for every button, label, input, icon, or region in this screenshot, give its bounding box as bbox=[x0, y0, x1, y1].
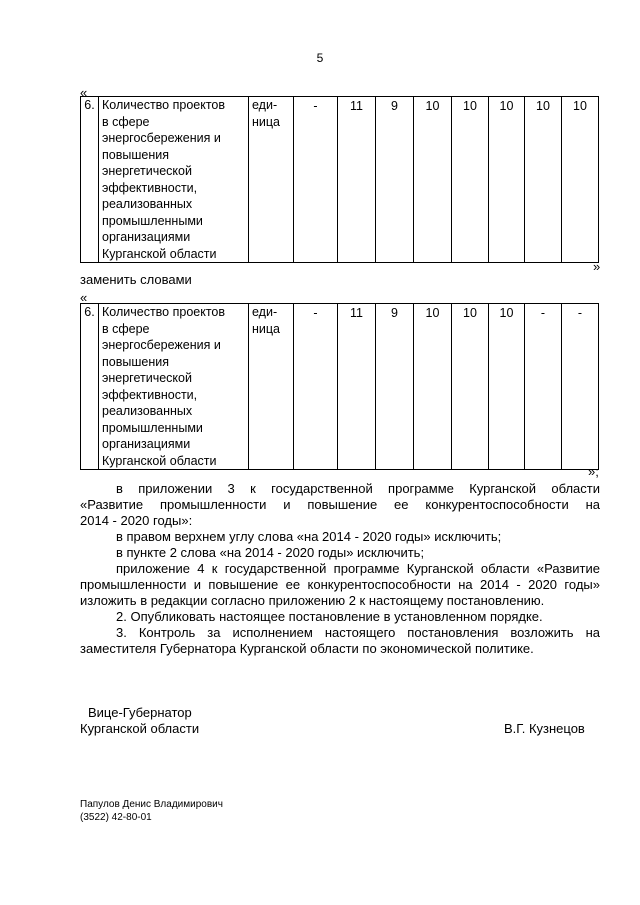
paragraph-appendix-4: приложение 4 к государственной программе Курганской области «Развитие промышленности и повышение ее конкурентоспособности на 2014 - 2020 годы» изложить в редакции согласно приложению 2 к настоящему постановлению. bbox=[80, 561, 600, 608]
table-replacement bbox=[80, 303, 599, 470]
value-cell: 11 bbox=[338, 97, 376, 263]
unit-cell: еди- ница bbox=[249, 304, 294, 470]
executor-name: Папулов Денис Владимирович bbox=[80, 799, 223, 810]
row-number: 6. bbox=[81, 304, 99, 470]
open-quote-1: « bbox=[80, 85, 88, 100]
close-quote-2: »; bbox=[588, 464, 599, 479]
indicator-name: Количество проектов в сфере энергосбережения и повышения энергетической эффективности, реализованных промышленными организациями Курганской области bbox=[99, 97, 249, 263]
paragraph-item-2: в пункте 2 слова «на 2014 - 2020 годы» исключить; bbox=[116, 545, 425, 560]
value-cell: 9 bbox=[376, 97, 414, 263]
paragraph-appendix-3: в приложении 3 к государственной программе Курганской области «Развитие промышленности и повышение ее конкурентоспособности на 2014 - 2020 годы»: bbox=[80, 481, 600, 528]
page-number: 5 bbox=[316, 51, 324, 65]
value-cell: - bbox=[525, 304, 562, 470]
signatory-name: В.Г. Кузнецов bbox=[504, 721, 585, 736]
value-cell: - bbox=[562, 304, 599, 470]
paragraph-top-corner: в правом верхнем углу слова «на 2014 - 2020 годы» исключить; bbox=[116, 529, 502, 544]
value-cell: 10 bbox=[489, 97, 525, 263]
value-cell: 11 bbox=[338, 304, 376, 470]
value-cell: 10 bbox=[414, 97, 452, 263]
replace-label: заменить словами bbox=[80, 272, 192, 287]
value-cell: 10 bbox=[489, 304, 525, 470]
value-cell: 10 bbox=[525, 97, 562, 263]
paragraph-control: 3. Контроль за исполнением настоящего постановления возложить на заместителя Губернатора Курганской области по экономической политике. bbox=[80, 625, 600, 656]
table-row bbox=[81, 304, 599, 470]
paragraph-publish: 2. Опубликовать настоящее постановление в установленном порядке. bbox=[116, 609, 543, 624]
indicator-name: Количество проектов в сфере энергосбережения и повышения энергетической эффективности, реализованных промышленными организациями Курганской области bbox=[99, 304, 249, 470]
open-quote-2: « bbox=[80, 290, 88, 305]
value-cell: - bbox=[294, 304, 338, 470]
value-cell: 10 bbox=[562, 97, 599, 263]
table-original bbox=[80, 96, 599, 263]
value-cell: 9 bbox=[376, 304, 414, 470]
table-row bbox=[81, 97, 599, 263]
executor-phone: (3522) 42-80-01 bbox=[80, 812, 152, 823]
row-number: 6. bbox=[81, 97, 99, 263]
value-cell: 10 bbox=[452, 97, 489, 263]
value-cell: 10 bbox=[414, 304, 452, 470]
signatory-title-line1: Вице-Губернатор bbox=[88, 705, 192, 720]
value-cell: - bbox=[294, 97, 338, 263]
signatory-title-line2: Курганской области bbox=[80, 721, 200, 736]
unit-cell: еди- ница bbox=[249, 97, 294, 263]
close-quote-1: » bbox=[593, 259, 601, 274]
value-cell: 10 bbox=[452, 304, 489, 470]
